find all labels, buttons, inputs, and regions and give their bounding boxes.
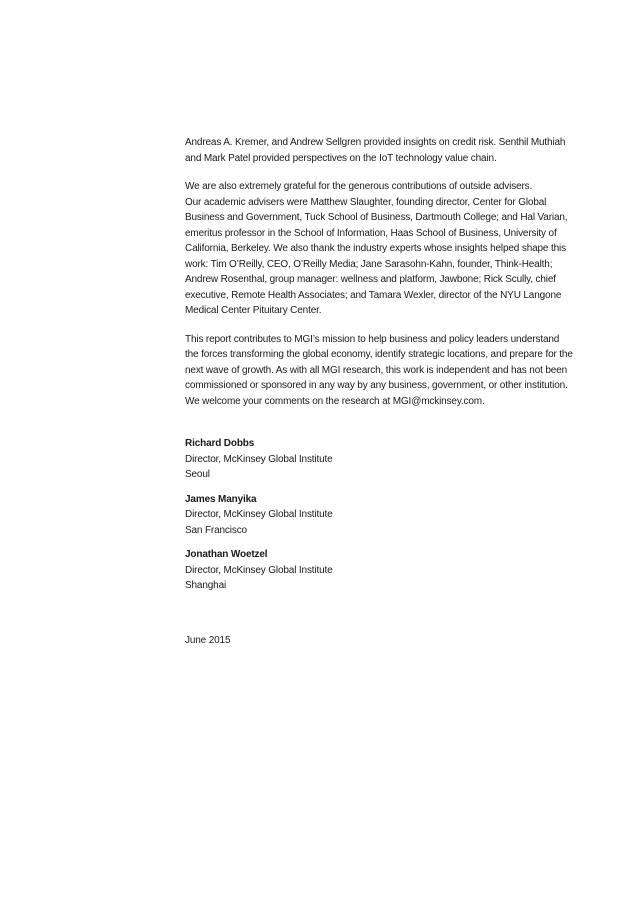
signatory-role: Director, McKinsey Global Institute xyxy=(185,509,333,520)
text-line: Medical Center Pituitary Center. xyxy=(185,305,322,316)
signatory-name: Jonathan Woetzel xyxy=(185,549,268,560)
text-line: We welcome your comments on the research at MGI@mckinsey.com. xyxy=(185,395,485,407)
acknowledgements-body xyxy=(185,135,595,422)
text-line: This report contributes to MGI’s mission to help business and policy leaders understand xyxy=(185,333,560,345)
text-line: the forces transforming the global economy, identify strategic locations, and prepare for the xyxy=(185,349,573,360)
text-line: California, Berkeley. We also thank the industry experts whose insights helped shape this xyxy=(185,243,566,254)
signatory-richard-dobbs xyxy=(185,436,485,483)
signatory-city: Seoul xyxy=(185,469,210,480)
signatory-role: Director, McKinsey Global Institute xyxy=(185,564,333,576)
paragraph-outside-advisers xyxy=(185,179,595,319)
signatory-james-manyika xyxy=(185,492,485,539)
signatory-city: Shanghai xyxy=(185,580,227,591)
text-line: Our academic advisers were Matthew Slaughter, founding director, Center for Global xyxy=(185,196,547,208)
paragraph-credit-risk xyxy=(185,135,595,166)
text-line: next wave of growth. As with all MGI research, this work is independent and has not been xyxy=(185,364,568,376)
signatory-name: Richard Dobbs xyxy=(185,438,255,449)
signatory-role: Director, McKinsey Global Institute xyxy=(185,453,333,465)
paragraph-mgi-mission xyxy=(185,332,595,410)
signatory-jonathan-woetzel xyxy=(185,547,485,594)
publication-date: June 2015 xyxy=(185,635,231,646)
text-line: Andreas A. Kremer, and Andrew Sellgren provided insights on credit risk. Senthil Muthiah xyxy=(185,137,566,148)
signatory-city: San Francisco xyxy=(185,524,247,536)
signatories xyxy=(185,436,485,603)
text-line: and Mark Patel provided perspectives on the IoT technology value chain. xyxy=(185,152,497,164)
text-line: Business and Government, Tuck School of Business, Dartmouth College; and Hal Varian, xyxy=(185,212,568,223)
signatory-name: James Manyika xyxy=(185,493,257,505)
text-line: Andrew Rosenthal, group manager: wellness and platform, Jawbone; Rick Scully, chief xyxy=(185,274,556,285)
text-line: executive, Remote Health Associates; and Tamara Wexler, director of the NYU Langone xyxy=(185,289,562,301)
text-line: commissioned or sponsored in any way by any business, government, or other institution. xyxy=(185,380,568,391)
text-line: emeritus professor in the School of Information, Haas School of Business, University of xyxy=(185,227,557,239)
text-line: work: Tim O’Reilly, CEO, O’Reilly Media; Jane Sarasohn-Kahn, founder, Think-Health; xyxy=(185,258,553,270)
text-line: We are also extremely grateful for the generous contributions of outside advisers. xyxy=(185,181,533,192)
